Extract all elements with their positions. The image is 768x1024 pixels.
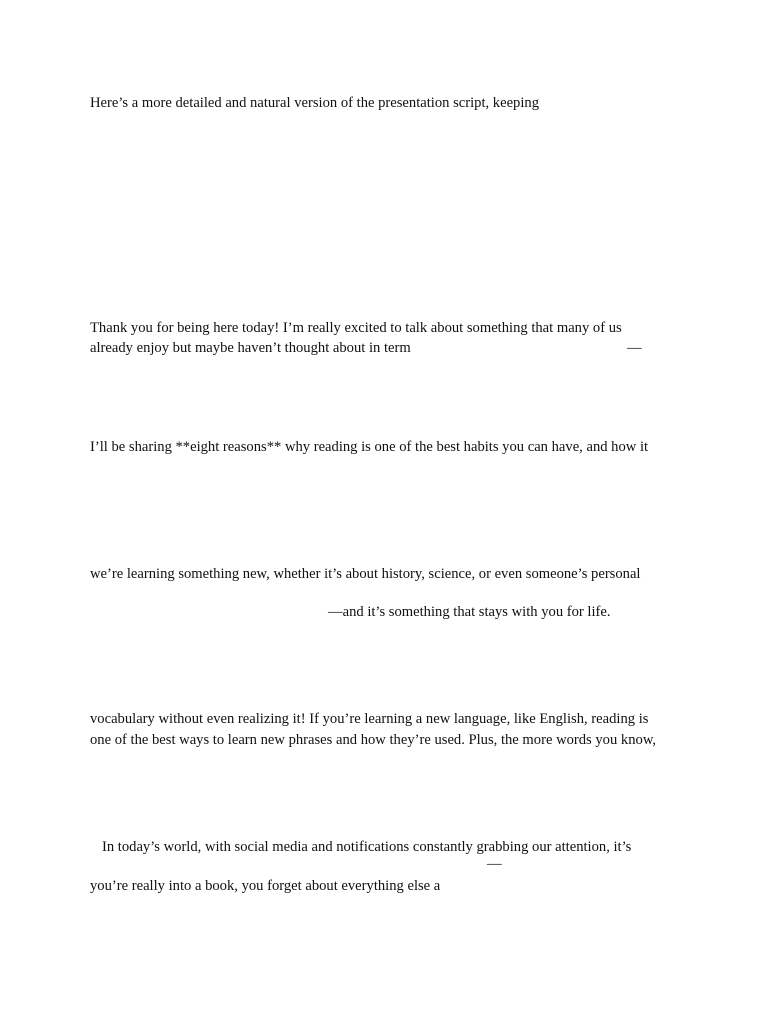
text-line: Here’s a more detailed and natural version of the presentation script, keeping [90, 95, 539, 111]
text-line: I’ll be sharing **eight reasons** why reading is one of the best habits you can have, and how it [90, 439, 649, 455]
text-fragment: — [487, 856, 502, 872]
text-line: vocabulary without even realizing it! If you’re learning a new language, like English, reading is [90, 711, 649, 727]
text-line: —and it’s something that stays with you for life. [328, 604, 611, 620]
text-line: already enjoy but maybe haven’t thought about in term [90, 340, 411, 356]
text-fragment: — [627, 340, 642, 356]
text-line: one of the best ways to learn new phrases and how they’re used. Plus, the more words you know, [90, 732, 657, 748]
text-line: Thank you for being here today! I’m really excited to talk about something that many of us [90, 320, 622, 336]
text-line: we’re learning something new, whether it’s about history, science, or even someone’s personal [90, 566, 641, 582]
text-line: you’re really into a book, you forget about everything else a [90, 878, 441, 894]
text-line: In today’s world, with social media and notifications constantly grabbing our attention, it’s [102, 839, 632, 855]
